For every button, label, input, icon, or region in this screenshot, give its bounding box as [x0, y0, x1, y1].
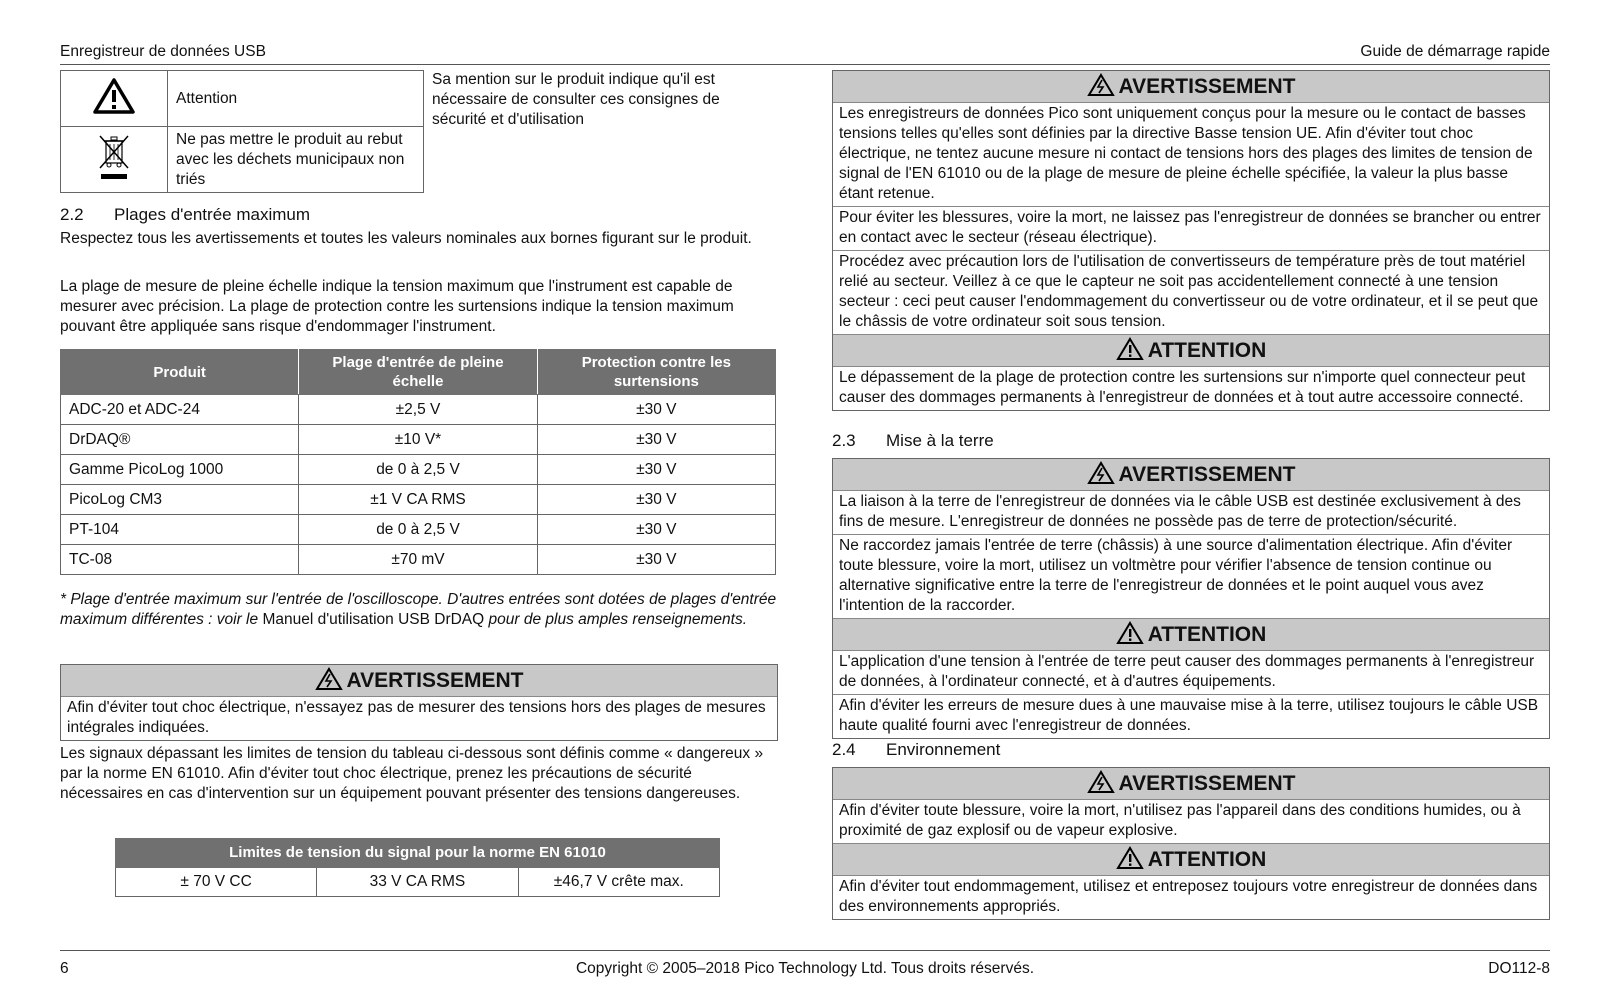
warning-box	[832, 70, 1550, 411]
table-header-row	[116, 839, 720, 868]
table-row	[61, 395, 776, 425]
product-cell: ADC-20 et ADC-24	[61, 395, 299, 425]
protection-cell: ±30 V	[537, 395, 775, 425]
shock-warning-icon	[1087, 770, 1115, 794]
warning-title: AVERTISSEMENT	[346, 669, 524, 692]
range-cell: ±2,5 V	[299, 395, 537, 425]
range-cell: ±70 mV	[299, 545, 537, 575]
column-header: Plage d'entrée de pleine échelle	[299, 350, 537, 395]
table-row	[116, 868, 720, 897]
range-cell: ±10 V*	[299, 425, 537, 455]
warning-triangle-icon	[92, 77, 136, 115]
table-row	[61, 455, 776, 485]
warning-triangle-icon	[1116, 846, 1144, 870]
input-ranges-table	[60, 349, 776, 575]
warning-box	[60, 664, 778, 741]
symbol-label: Attention	[168, 71, 424, 127]
product-cell: Gamme PicoLog 1000	[61, 455, 299, 485]
copyright-text: Copyright © 2005–2018 Pico Technology Ltd. Tous droits réservés.	[575, 960, 1035, 977]
table-row	[61, 515, 776, 545]
attention-text: Afin d'éviter les erreurs de mesure dues à une mauvaise mise à la terre, utilisez toujours le câble USB haute qualité fourni avec l'enregistreur de données.	[833, 694, 1549, 738]
footnote-text: pour de plus amples renseignements.	[484, 611, 748, 628]
table-row	[61, 127, 424, 193]
limit-cell: ± 70 V CC	[116, 868, 317, 897]
limit-cell: 33 V CA RMS	[317, 868, 518, 897]
attention-title: ATTENTION	[1147, 339, 1267, 362]
range-cell: ±1 V CA RMS	[299, 485, 537, 515]
warning-box	[832, 767, 1550, 920]
warning-header	[833, 459, 1549, 490]
warning-text: Afin d'éviter toute blessure, voire la mort, n'utilisez pas l'appareil dans des conditions humides, ou à proximité de gaz explosif ou de vapeur explosive.	[833, 799, 1549, 843]
warning-text: Pour éviter les blessures, voire la mort, ne laissez pas l'enregistreur de données se brancher ou entrer en contact avec le secteur (réseau électrique).	[833, 206, 1549, 250]
symbol-cell	[61, 127, 168, 193]
attention-header	[833, 618, 1549, 650]
signal-limits-table	[115, 838, 720, 897]
attention-header	[833, 334, 1549, 366]
limit-cell: ±46,7 V crête max.	[518, 868, 719, 897]
warning-header	[833, 768, 1549, 799]
warning-title: AVERTISSEMENT	[1118, 75, 1296, 98]
table-row	[61, 71, 424, 127]
warning-triangle-icon	[1116, 337, 1144, 361]
page-footer	[60, 950, 1550, 981]
table-footnote	[60, 590, 778, 630]
section-heading-2-4	[832, 740, 1000, 760]
shock-warning-icon	[1087, 73, 1115, 97]
header-guide-title: Guide de démarrage rapide	[1360, 43, 1550, 60]
warning-text: Afin d'éviter tout choc électrique, n'essayez pas de mesurer des tensions hors des plages de mesures intégrales indiquées.	[61, 696, 777, 740]
crossed-bin-icon	[97, 132, 131, 182]
paragraph: Les signaux dépassant les limites de tension du tableau ci-dessous sont définis comme « dangereux » par la norme EN 61010. Afin d'éviter tout choc électrique, prenez les précautions de sécurité nécessaires en cas d'intervention sur un équipement pouvant présenter des tensions dangereuses.	[60, 745, 764, 802]
attention-text: Le dépassement de la plage de protection contre les surtensions sur n'importe quel connecteur peut causer des dommages permanents à l'enregistreur de données et à tout autre accessoire connecté.	[833, 366, 1549, 410]
range-cell: de 0 à 2,5 V	[299, 515, 537, 545]
range-cell: de 0 à 2,5 V	[299, 455, 537, 485]
section-number: 2.2	[60, 205, 84, 224]
table-row	[61, 425, 776, 455]
symbol-label: Ne pas mettre le produit au rebut avec les déchets municipaux non triés	[168, 127, 424, 193]
attention-title: ATTENTION	[1147, 848, 1267, 871]
warning-text: Ne raccordez jamais l'entrée de terre (châssis) à une source d'alimentation électrique. Afin d'éviter toute blessure, voire la mort, utilisez un voltmètre pour vérifier l'absence de tension continue ou alternative significative entre la terre de l'enregistreur de données et le point auquel vous avez l'intention de la raccorder.	[833, 534, 1549, 618]
warning-text: Procédez avec précaution lors de l'utilisation de convertisseurs de température près de tout matériel relié au secteur. Veillez à ce que le capteur ne soit pas accidentellement connecté à une tension secteur : ceci peut causer l'endommagement du convertisseur ou de votre ordinateur, et il se peut que le châssis de votre ordinateur soit sous tension.	[833, 250, 1549, 334]
section-title: Environnement	[886, 740, 1001, 759]
paragraph: La plage de mesure de pleine échelle indique la tension maximum que l'instrument est capable de mesurer avec précision. La plage de protection contre les surtensions indique la tension maximum pouvant être appliquée sans risque d'endommager l'instrument.	[60, 278, 734, 335]
warning-title: AVERTISSEMENT	[1118, 772, 1296, 795]
protection-cell: ±30 V	[537, 425, 775, 455]
page-number: 6	[60, 960, 69, 977]
page-header	[60, 40, 1550, 65]
warning-title: AVERTISSEMENT	[1118, 463, 1296, 486]
table-header-row	[61, 350, 776, 395]
section-heading-2-2	[60, 205, 310, 225]
header-title: Enregistreur de données USB	[60, 43, 266, 60]
product-cell: PicoLog CM3	[61, 485, 299, 515]
section-title: Plages d'entrée maximum	[114, 205, 310, 224]
warning-box	[832, 458, 1550, 739]
footnote-text: * Plage d'entrée maximum sur l'entrée de l'oscilloscope. D'autres entrées sont dotées de plages d'entrée maximum différentes : voir le	[60, 591, 777, 628]
document-code: DO112-8	[1488, 960, 1550, 977]
symbols-note: Sa mention sur le produit indique qu'il est nécessaire de consulter ces consignes de sécurité et d'utilisation	[432, 71, 720, 128]
warning-text: La liaison à la terre de l'enregistreur de données via le câble USB est destinée exclusivement à des fins de mesure. L'enregistreur de données ne possède pas de terre de protection/sécurité.	[833, 490, 1549, 534]
section-title: Mise à la terre	[886, 431, 994, 450]
product-cell: PT-104	[61, 515, 299, 545]
warning-header	[61, 665, 777, 696]
table-row	[61, 485, 776, 515]
protection-cell: ±30 V	[537, 545, 775, 575]
paragraph: Respectez tous les avertissements et toutes les valeurs nominales aux bornes figurant sur le produit.	[60, 230, 752, 247]
symbols-table	[60, 70, 424, 193]
column-header: Produit	[61, 350, 299, 395]
table-row	[61, 545, 776, 575]
attention-text: Afin d'éviter tout endommagement, utilisez et entreposez toujours votre enregistreur de données dans des environnements appropriés.	[833, 875, 1549, 919]
attention-header	[833, 843, 1549, 875]
warning-text: Les enregistreurs de données Pico sont uniquement conçus pour la mesure ou le contact de basses tensions telles qu'elles sont définies par la directive Basse tension UE. Afin d'éviter tout choc électrique, ne tentez aucune mesure ni contact de tensions hors des plages des limites de tension de signal de l'EN 61010 ou de la plage de mesure de pleine échelle spécifiée, la valeur la plus basse étant retenue.	[833, 102, 1549, 206]
protection-cell: ±30 V	[537, 485, 775, 515]
protection-cell: ±30 V	[537, 515, 775, 545]
symbol-cell	[61, 71, 168, 127]
manual-reference: Manuel d'utilisation USB DrDAQ	[262, 611, 485, 628]
warning-header	[833, 71, 1549, 102]
attention-text: L'application d'une tension à l'entrée de terre peut causer des dommages permanents à l'enregistreur de données, à l'ordinateur connecté, et à d'autres équipements.	[833, 650, 1549, 694]
column-header: Limites de tension du signal pour la norme EN 61010	[116, 839, 720, 868]
warning-triangle-icon	[1116, 621, 1144, 645]
section-number: 2.4	[832, 740, 856, 759]
product-cell: TC-08	[61, 545, 299, 575]
product-cell: DrDAQ®	[61, 425, 299, 455]
section-number: 2.3	[832, 431, 856, 450]
column-header: Protection contre les surtensions	[537, 350, 775, 395]
attention-title: ATTENTION	[1147, 623, 1267, 646]
protection-cell: ±30 V	[537, 455, 775, 485]
shock-warning-icon	[1087, 461, 1115, 485]
shock-warning-icon	[315, 667, 343, 691]
section-heading-2-3	[832, 431, 994, 451]
